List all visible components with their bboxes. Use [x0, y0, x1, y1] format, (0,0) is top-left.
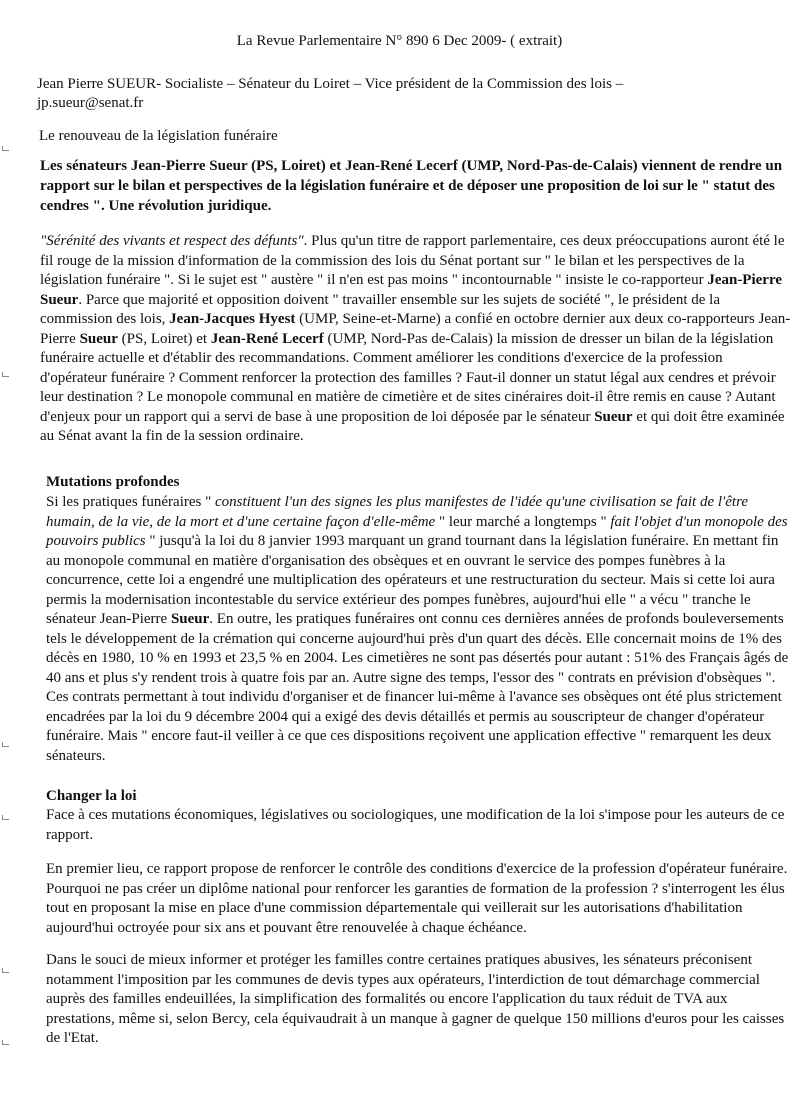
- margin-mark: [2, 742, 9, 747]
- page-header: La Revue Parlementaire N° 890 6 Dec 2009- ( extrait): [236, 33, 563, 49]
- intro-name-5: Sueur: [594, 408, 633, 425]
- mutations-text-3: " jusqu'à la loi du 8 janvier 1993 marquant un grand tournant dans la législation funéraire. En mettant fin au monopole communal en matière d'organisation des obsèques et en ouvrant le service des pompes funèbres à la concurrence, cette loi a engendré une multiplication des opérateurs et une restructuration du secteur. Mais si cette loi aura permis la modernisation incontestable du service extérieur des pompes funèbres, aujourd'hui elle " a vécu " tranche le sénateur Jean-Pierre: [46, 533, 779, 627]
- changer-paragraph-2: En premier lieu, ce rapport propose de renforcer le contrôle des conditions d'exercice de la profession d'opérateur funéraire. Pourquoi ne pas créer un diplôme national pour renforcer les garanties de formation de la profession ? s'interrogent les élus tout en proposant la mise en place d'une commission départementale qui veillerait sur les autorisations d'habilitation aujourd'hui octroyée pour six ans et pouvant être renouvelée à chaque échéance.: [46, 861, 788, 936]
- section-heading-changer: Changer la loi: [46, 788, 137, 804]
- margin-mark: [2, 146, 9, 151]
- intro-text-2: . Parce que majorité et opposition doivent " travailler ensemble sur les sujets de société ", le président de la commission des lois,: [40, 291, 720, 327]
- author-email: jp.sueur@senat.fr: [37, 95, 144, 111]
- mutations-quote-1: constituent l'un des signes les plus manifestes de l'idée qu'une civilisation se fait de l'être humain, de la vie, de la mort et d'une certaine façon d'elle-même: [46, 494, 749, 530]
- intro-text-5: (UMP, Nord-Pas de-Calais) la mission de dresser un bilan de la législation funéraire actuelle et d'établir des recommandations. Comment améliorer les conditions d'exercice de la profession d'opérateur funéraire ? Comment renforcer la protection des familles ? Faut-il donner un statut légal aux cendres et prévoir leur destination ? Le monopole communal en matière de cimetière et de sites cinéraires doit-il être remis en cause ? Autant d'enjeux pour un rapport qui a servi de base à une proposition de loi déposée par le sénateur: [40, 330, 776, 425]
- author-block: [37, 75, 777, 113]
- intro-text-6: et qui doit être examinée au Sénat avant la fin de la session ordinaire.: [40, 408, 785, 444]
- section-heading-mutations: Mutations profondes: [46, 474, 180, 490]
- margin-mark: [2, 815, 9, 820]
- intro-text-3: (UMP, Seine-et-Marne) a confié en octobre dernier aux deux co-rapporteurs Jean-Pierre: [40, 311, 791, 347]
- margin-mark: [2, 968, 9, 973]
- article-lead: Les sénateurs Jean-Pierre Sueur (PS, Loiret) et Jean-René Lecerf (UMP, Nord-Pas-de-Calais) viennent de rendre un rapport sur le bilan et perspectives de la législation funéraire et de déposer une proposition de loi sur le " statut des cendres ". Une révolution juridique.: [40, 158, 783, 214]
- mutations-text-2: " leur marché a longtemps ": [435, 513, 611, 530]
- mutations-quote-2: fait l'objet d'un monopole des pouvoirs publics: [46, 513, 788, 549]
- mutations-name-1: Sueur: [170, 611, 210, 627]
- mutations-paragraph: [46, 493, 794, 766]
- intro-name-3: Sueur: [79, 330, 118, 347]
- article-topic: Le renouveau de la législation funéraire: [39, 128, 278, 144]
- intro-name-2: Jean-Jacques Hyest: [169, 311, 296, 327]
- intro-text-1: . Plus qu'un titre de rapport parlementaire, ces deux préoccupations auront été le fil rouge de la mission d'information de la commission des lois du Sénat portant sur " le bilan et les perspectives de la législation funéraire ". Si le sujet est " austère " il n'en est pas moins " incontournable " insiste le co-rapporteur: [40, 233, 785, 288]
- intro-name-1: Jean-Pierre Sueur: [40, 272, 782, 308]
- intro-paragraph: [40, 232, 792, 447]
- mutations-text-1: Si les pratiques funéraires ": [46, 494, 215, 510]
- author-line: Jean Pierre SUEUR- Socialiste – Sénateur du Loiret – Vice président de la Commission des lois –: [37, 76, 624, 92]
- margin-mark: [2, 372, 9, 377]
- margin-mark: [2, 1040, 9, 1045]
- changer-paragraph-3: Dans le souci de mieux informer et protéger les familles contre certaines pratiques abusives, les sénateurs préconisent notamment l'imposition par les communes de devis types aux opérateurs, l'interdiction de tout démarchage commercial auprès des familles endeuillées, la simplification des formalités ou encore l'application du taux réduit de TVA aux prestations, même si, selon Bercy, cela équivaudrait à un manque à gagner de quelque 150 millions d'euros pour les caisses de l'Etat.: [46, 952, 785, 1046]
- intro-name-4: Jean-René Lecerf: [210, 330, 324, 347]
- mutations-text-4: . En outre, les pratiques funéraires ont connu ces dernières années de profonds bouleversements tels le développement de la crémation qui concerne aujourd'hui près d'un quart des décès. Elle concernait moins de 1% des décès en 1980, 10 % en 1993 et 23,5 % en 2004. Les cimetières ne sont pas désertés pour autant : 51% des Français âgés de 40 ans et plus s'y rendent trois à quatre fois par an. Autre signe des temps, l'essor des " contrats en prévision d'obsèques ". Ces contrats permettant à tout individu d'organiser et de financer lui-même à l'avance ses obsèques ont été plus strictement encadrées par la loi du 9 décembre 2004 qui a exigé des devis détaillés et permis au souscripteur de changer d'opérateur funéraire. Mais " encore faut-il veiller à ce que ces dispositions reçoivent une application effective " remarquent les deux sénateurs.: [46, 611, 789, 764]
- changer-paragraph-1: Face à ces mutations économiques, législatives ou sociologiques, une modification de la loi s'impose pour les auteurs de ce rapport.: [46, 807, 785, 843]
- intro-quote: "Sérénité des vivants et respect des défunts": [40, 233, 304, 249]
- intro-text-4: (PS, Loiret) et: [117, 330, 211, 347]
